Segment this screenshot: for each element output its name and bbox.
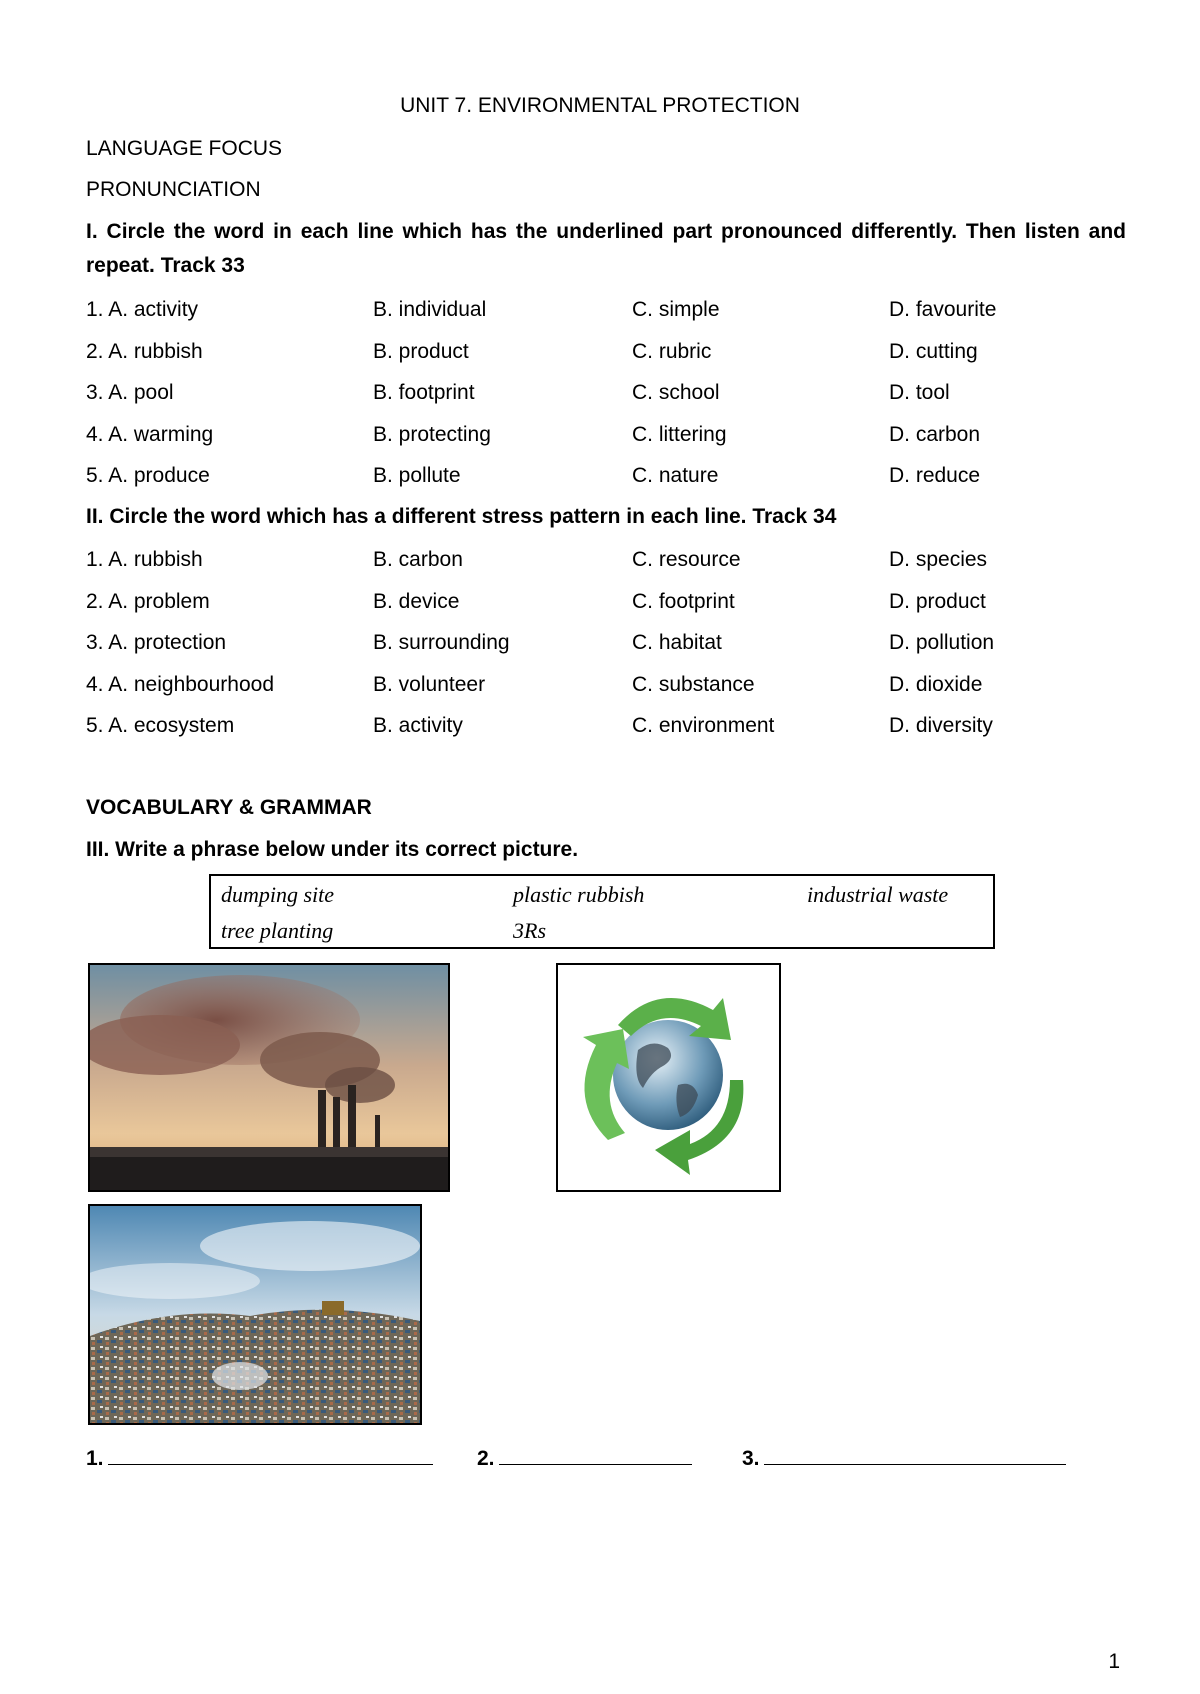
- exercise2-option[interactable]: D. product: [889, 589, 986, 613]
- exercise2-option[interactable]: D. dioxide: [889, 672, 983, 696]
- exercise1-option[interactable]: 2. A. rubbish: [86, 339, 203, 363]
- exercise2-option[interactable]: C. resource: [632, 548, 741, 571]
- page-number: 1: [1108, 1650, 1120, 1673]
- phrase-item: plastic rubbish: [513, 882, 645, 907]
- phrase-item: 3Rs: [513, 918, 546, 943]
- exercise2-option[interactable]: 4. A. neighbourhood: [86, 672, 274, 696]
- exercise1-option[interactable]: 3. A. pool: [86, 381, 174, 404]
- exercise1-option[interactable]: D. reduce: [889, 464, 981, 487]
- answer-blank-3[interactable]: [742, 1444, 1066, 1471]
- exercise1-option[interactable]: C. nature: [632, 464, 719, 487]
- phrase-item: tree planting: [221, 918, 334, 943]
- section-heading-language-focus: LANGUAGE FOCUS: [86, 137, 283, 160]
- exercise1-option[interactable]: B. footprint: [373, 381, 475, 404]
- recycle-globe-image: [558, 965, 779, 1190]
- exercise1-option[interactable]: 1. A. activity: [86, 298, 199, 321]
- answer-blank-number: 2.: [477, 1447, 495, 1470]
- exercise1-option[interactable]: 5. A. produce: [86, 464, 210, 487]
- exercise2-option[interactable]: B. activity: [373, 714, 463, 737]
- exercise2-option[interactable]: C. environment: [632, 714, 775, 737]
- exercise1-option[interactable]: B. product: [373, 339, 469, 363]
- answer-blank-2[interactable]: [477, 1444, 692, 1471]
- exercise2-option[interactable]: B. device: [373, 589, 460, 613]
- phrase-box: [209, 874, 995, 949]
- exercise2-option[interactable]: C. footprint: [632, 589, 735, 613]
- exercise2-option[interactable]: B. surrounding: [373, 631, 510, 654]
- exercise1-option[interactable]: D. cutting: [889, 339, 978, 363]
- exercise2-option[interactable]: B. volunteer: [373, 672, 486, 696]
- exercise1-option[interactable]: C. simple: [632, 298, 720, 321]
- answer-blank-number: 3.: [742, 1447, 760, 1470]
- exercise2-option[interactable]: C. substance: [632, 672, 755, 696]
- factory-smoke-image: [90, 965, 448, 1190]
- exercise1-option[interactable]: B. pollute: [373, 464, 461, 487]
- exercise1-option[interactable]: 4. A. warming: [86, 422, 214, 446]
- exercise2-option[interactable]: 5. A. ecosystem: [86, 714, 235, 737]
- 3rs-picture: [556, 963, 781, 1192]
- answer-line[interactable]: [764, 1444, 1066, 1465]
- exercise3-instruction: III. Write a phrase below under its correct picture.: [86, 838, 579, 861]
- exercise2-option[interactable]: D. pollution: [889, 631, 995, 654]
- exercise1-option[interactable]: D. favourite: [889, 298, 997, 321]
- industrial-waste-picture: [88, 963, 450, 1192]
- exercise2-option[interactable]: 3. A. protection: [86, 631, 227, 654]
- exercise1-option[interactable]: D. tool: [889, 381, 950, 404]
- exercise1-option[interactable]: B. protecting: [373, 422, 491, 446]
- answer-blank-number: 1.: [86, 1447, 104, 1470]
- phrase-item: dumping site: [221, 882, 335, 907]
- phrase-item: industrial waste: [807, 882, 949, 907]
- exercise1-instruction: I. Circle the word in each line which has the underlined part pronounced differently. Then listen and repeat. Track 33: [86, 220, 1126, 277]
- exercise1-option[interactable]: C. littering: [632, 422, 727, 446]
- answer-line[interactable]: [499, 1444, 692, 1465]
- section-heading-vocabulary-grammar: VOCABULARY & GRAMMAR: [86, 796, 372, 819]
- answer-blank-1[interactable]: [86, 1444, 433, 1471]
- exercise2-instruction: II. Circle the word which has a different stress pattern in each line. Track 34: [86, 505, 837, 528]
- dumping-site-picture: [88, 1204, 422, 1425]
- exercise2-option[interactable]: D. species: [889, 548, 988, 571]
- exercise2-option[interactable]: B. carbon: [373, 548, 463, 571]
- landfill-image: [90, 1206, 420, 1423]
- exercise1-option[interactable]: C. rubric: [632, 339, 712, 363]
- section-heading-pronunciation: PRONUNCIATION: [86, 178, 261, 201]
- page-title: UNIT 7. ENVIRONMENTAL PROTECTION: [400, 94, 800, 117]
- exercise1-option[interactable]: B. individual: [373, 298, 487, 321]
- exercise2-option[interactable]: D. diversity: [889, 714, 993, 737]
- exercise2-option[interactable]: C. habitat: [632, 631, 722, 654]
- exercise2-option[interactable]: 1. A. rubbish: [86, 548, 203, 571]
- answer-line[interactable]: [108, 1444, 433, 1465]
- exercise2-option[interactable]: 2. A. problem: [86, 589, 210, 613]
- exercise1-option[interactable]: C. school: [632, 381, 720, 404]
- exercise1-option[interactable]: D. carbon: [889, 422, 981, 446]
